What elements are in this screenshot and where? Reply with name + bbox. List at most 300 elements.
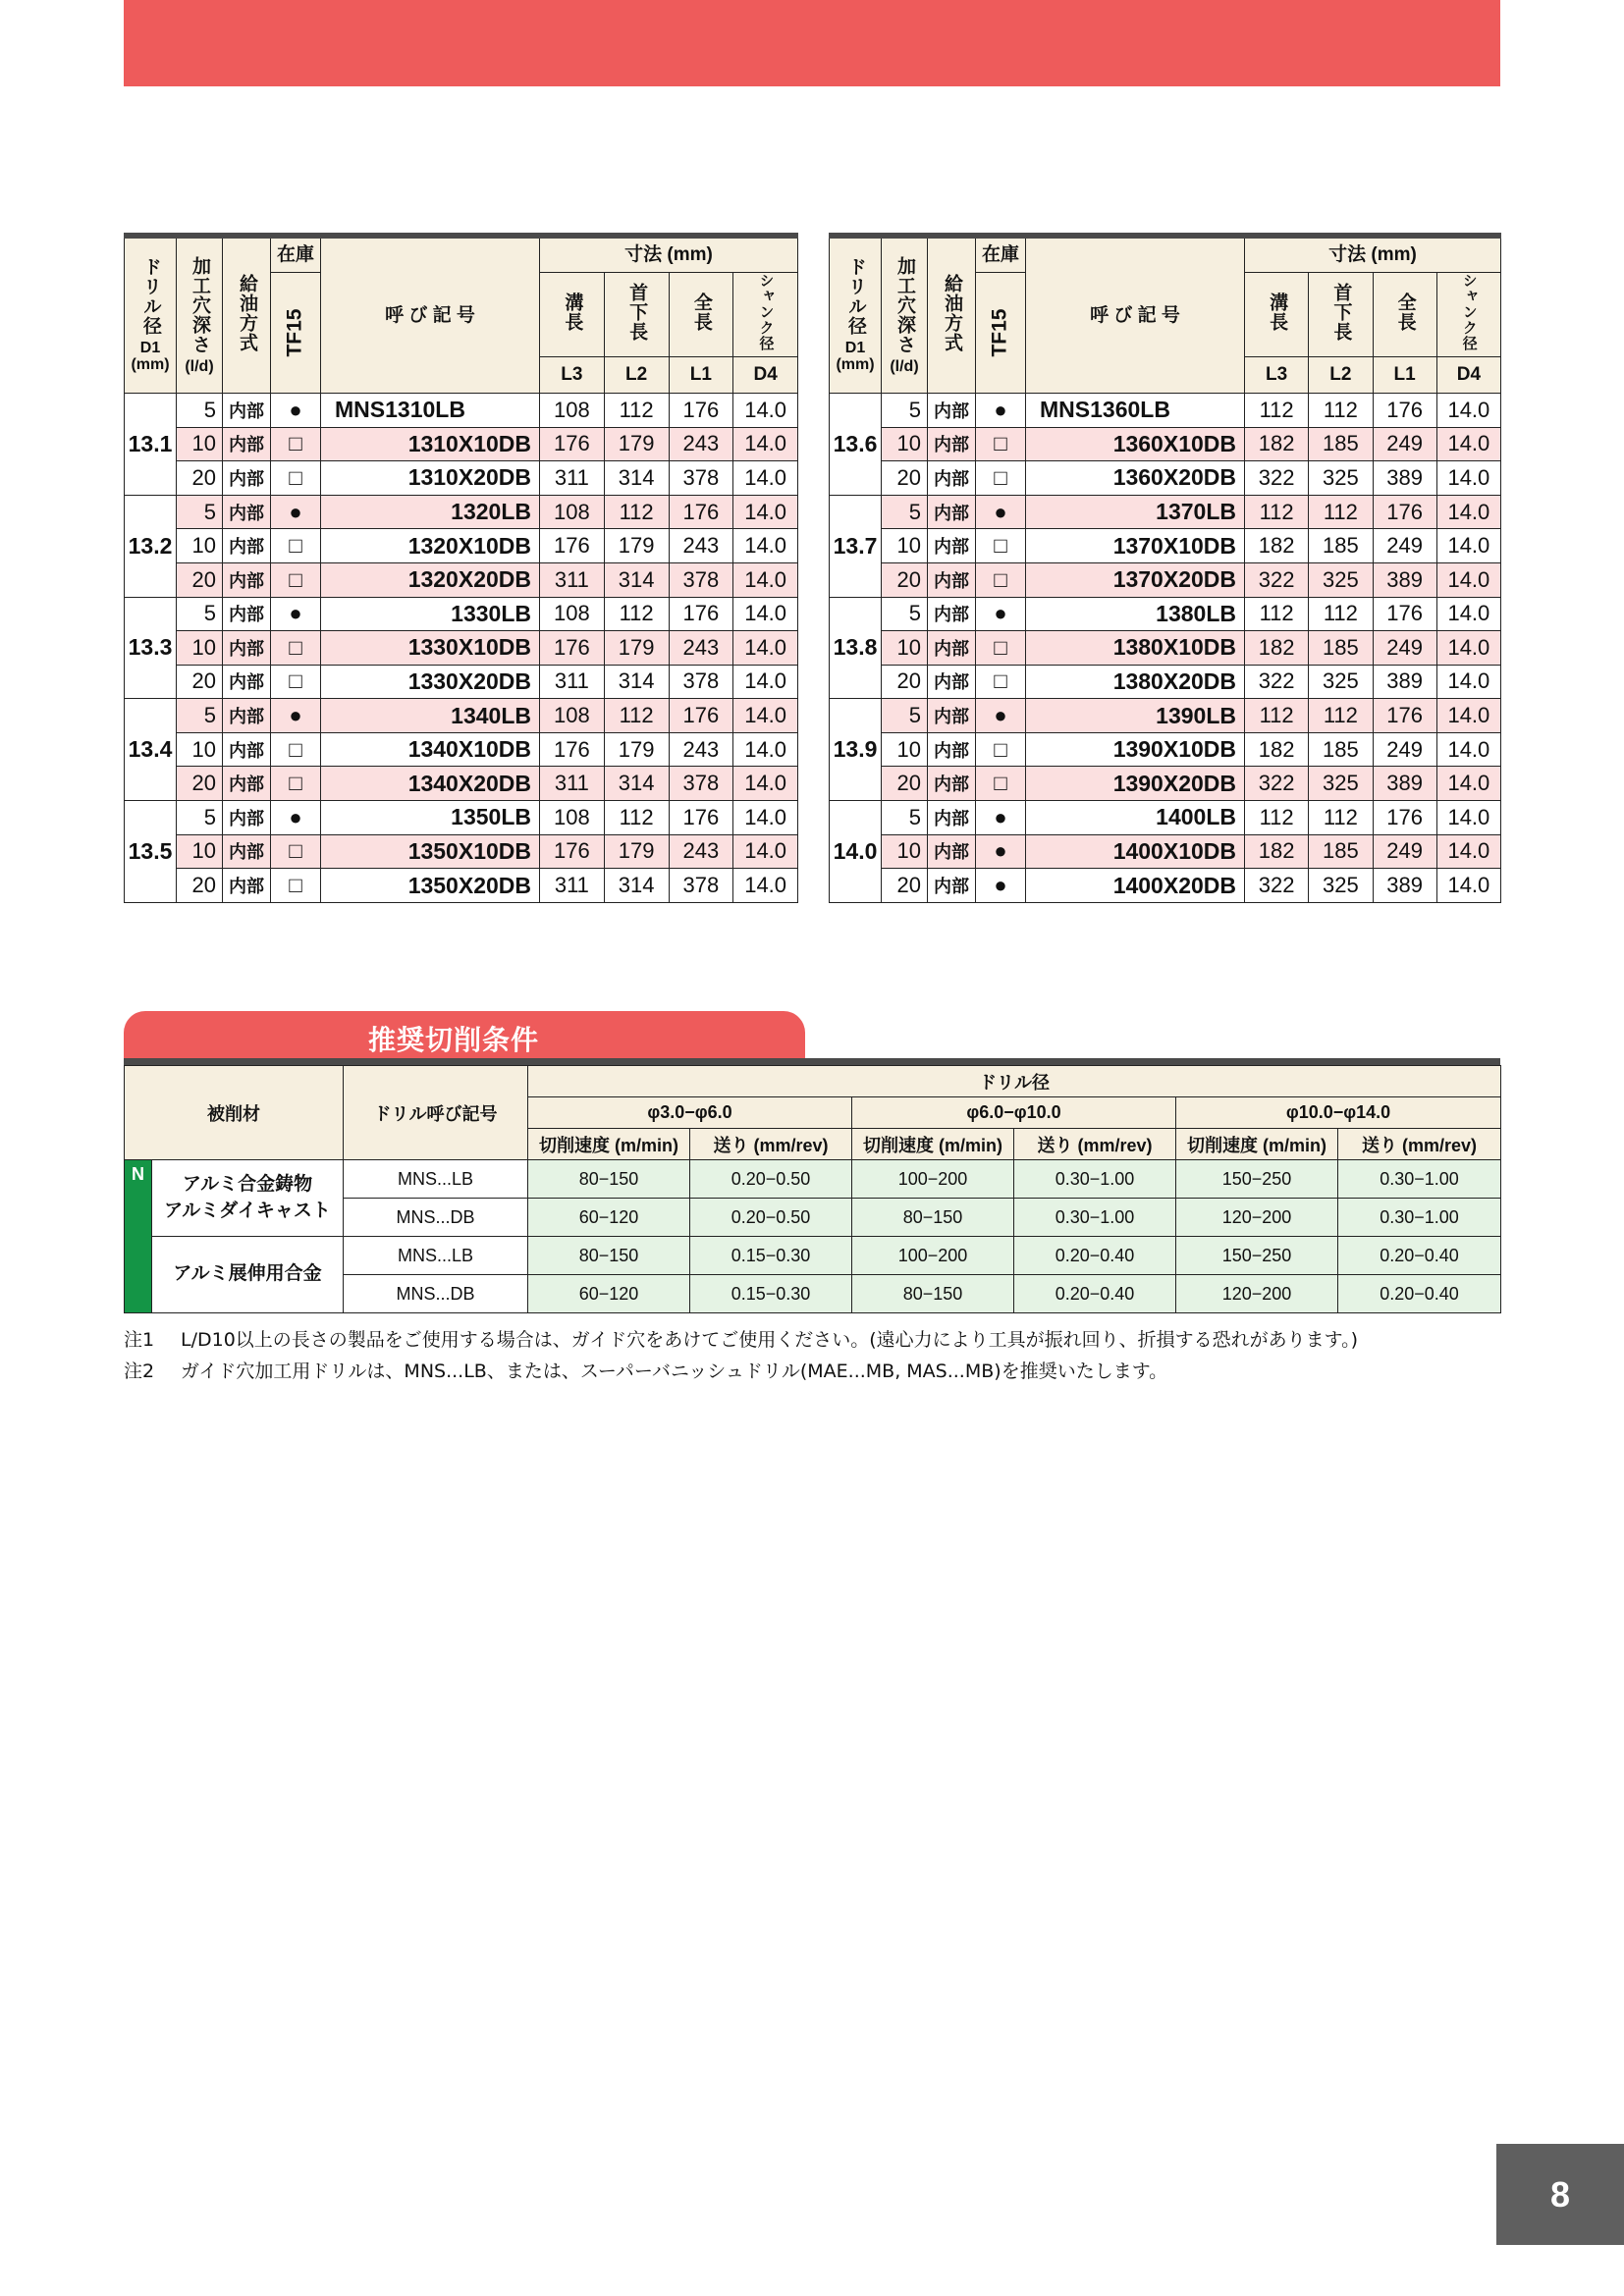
feed-type-cell: 内部 <box>928 495 976 529</box>
l1-cell: 249 <box>1373 732 1436 767</box>
feed-type-cell: 内部 <box>928 869 976 903</box>
product-row <box>125 834 798 869</box>
drill-dia-cell: 13.8 <box>830 597 882 699</box>
stock-cell: ● <box>271 801 321 835</box>
d4-cell: 14.0 <box>733 767 798 801</box>
stock-cell: □ <box>976 562 1026 597</box>
flute-length-header: 溝長 <box>1245 273 1309 357</box>
depth-cell: 20 <box>177 665 223 699</box>
stock-cell: ● <box>976 597 1026 631</box>
feed-type-cell: 内部 <box>928 562 976 597</box>
stock-cell: □ <box>271 665 321 699</box>
depth-cell: 10 <box>882 427 928 461</box>
speed-value-cell: 60−120 <box>528 1275 690 1313</box>
l1-cell: 389 <box>1373 869 1436 903</box>
feed-type-cell: 内部 <box>223 597 271 631</box>
d4-cell: 14.0 <box>1436 597 1500 631</box>
l2-cell: 112 <box>604 495 669 529</box>
product-row <box>125 732 798 767</box>
feed-type-cell: 内部 <box>223 801 271 835</box>
l1-cell: 243 <box>669 427 733 461</box>
l1-cell: 389 <box>1373 767 1436 801</box>
l3-cell: 108 <box>540 801 605 835</box>
l2-cell: 179 <box>604 732 669 767</box>
l1-cell: 243 <box>669 631 733 666</box>
product-row <box>830 801 1501 835</box>
drill-dia-header: ドリル径 <box>528 1066 1501 1097</box>
condition-row <box>125 1160 1501 1199</box>
l2-cell: 185 <box>1309 834 1373 869</box>
overall-length-header: 全長 <box>669 273 733 357</box>
l2-cell: 112 <box>1309 393 1373 427</box>
product-code-cell: 1390LB <box>1026 699 1245 733</box>
d4-cell: 14.0 <box>733 869 798 903</box>
l3-cell: 182 <box>1245 732 1309 767</box>
depth-cell: 20 <box>177 767 223 801</box>
l2-cell: 314 <box>604 767 669 801</box>
speed-header: 切削速度 (m/min) <box>852 1129 1014 1160</box>
drill-dia-cell: 13.1 <box>125 393 177 495</box>
product-code-cell: 1320X20DB <box>321 562 540 597</box>
grade-header: TF15 <box>976 273 1026 394</box>
d4-cell: 14.0 <box>1436 732 1500 767</box>
product-code-cell: 1380X10DB <box>1026 631 1245 666</box>
l2-cell: 112 <box>604 801 669 835</box>
l3-cell: 311 <box>540 767 605 801</box>
product-table-left <box>124 233 798 903</box>
depth-cell: 10 <box>882 834 928 869</box>
d4-header: D4 <box>1436 356 1500 393</box>
feed-header: 送り (mm/rev) <box>1338 1129 1501 1160</box>
top-banner <box>124 0 1500 86</box>
feed-value-cell: 0.20−0.50 <box>690 1199 852 1237</box>
d4-cell: 14.0 <box>1436 427 1500 461</box>
d4-cell: 14.0 <box>733 597 798 631</box>
stock-cell: ● <box>271 699 321 733</box>
feed-type-cell: 内部 <box>223 869 271 903</box>
feed-type-header: 給油方式 <box>928 236 976 393</box>
depth-cell: 10 <box>882 529 928 563</box>
flute-length-header: 溝長 <box>540 273 605 357</box>
product-row <box>830 427 1501 461</box>
product-row <box>125 801 798 835</box>
product-code-cell: 1370LB <box>1026 495 1245 529</box>
range-header: φ6.0−φ10.0 <box>852 1097 1176 1129</box>
speed-value-cell: 150−250 <box>1176 1237 1338 1275</box>
stock-cell: ● <box>271 393 321 427</box>
stock-cell: □ <box>271 834 321 869</box>
conditions-title: 推奨切削条件 <box>368 1024 540 1056</box>
l2-cell: 325 <box>1309 767 1373 801</box>
l1-cell: 249 <box>1373 427 1436 461</box>
product-code-cell: 1370X10DB <box>1026 529 1245 563</box>
stock-cell: ● <box>976 834 1026 869</box>
product-code-cell: 1380X20DB <box>1026 665 1245 699</box>
depth-cell: 20 <box>177 562 223 597</box>
speed-header: 切削速度 (m/min) <box>1176 1129 1338 1160</box>
product-row <box>125 869 798 903</box>
depth-cell: 10 <box>177 732 223 767</box>
d4-cell: 14.0 <box>1436 767 1500 801</box>
dims-header: 寸法 (mm) <box>1245 236 1501 273</box>
feed-type-cell: 内部 <box>223 393 271 427</box>
l3-cell: 108 <box>540 699 605 733</box>
drill-dia-cell: 13.5 <box>125 801 177 903</box>
l3-cell: 182 <box>1245 529 1309 563</box>
conditions-rule <box>124 1058 1500 1065</box>
d4-header: D4 <box>733 356 798 393</box>
product-code-cell: 1400X20DB <box>1026 869 1245 903</box>
stock-cell: □ <box>976 767 1026 801</box>
depth-cell: 5 <box>177 699 223 733</box>
l1-cell: 243 <box>669 732 733 767</box>
product-code-cell: 1350X20DB <box>321 869 540 903</box>
l2-cell: 179 <box>604 529 669 563</box>
d4-cell: 14.0 <box>733 495 798 529</box>
product-row <box>830 834 1501 869</box>
product-code-cell: 1380LB <box>1026 597 1245 631</box>
l2-cell: 185 <box>1309 427 1373 461</box>
l1-cell: 176 <box>1373 495 1436 529</box>
product-row <box>830 529 1501 563</box>
feed-value-cell: 0.30−1.00 <box>1338 1160 1501 1199</box>
material-cell: アルミ展伸用合金 <box>152 1237 344 1313</box>
feed-type-cell: 内部 <box>928 529 976 563</box>
l3-cell: 322 <box>1245 665 1309 699</box>
l3-cell: 182 <box>1245 834 1309 869</box>
l1-header: L1 <box>1373 356 1436 393</box>
d4-cell: 14.0 <box>1436 699 1500 733</box>
speed-value-cell: 80−150 <box>528 1237 690 1275</box>
product-code-cell: 1340X10DB <box>321 732 540 767</box>
product-code-cell: MNS1310LB <box>321 393 540 427</box>
feed-type-header: 給油方式 <box>223 236 271 393</box>
stock-cell: □ <box>976 529 1026 563</box>
product-code-cell: 1340LB <box>321 699 540 733</box>
depth-cell: 20 <box>882 562 928 597</box>
l3-cell: 112 <box>1245 597 1309 631</box>
product-row <box>830 767 1501 801</box>
l3-cell: 112 <box>1245 801 1309 835</box>
l1-cell: 378 <box>669 869 733 903</box>
l2-header: L2 <box>1309 356 1373 393</box>
l1-cell: 389 <box>1373 562 1436 597</box>
drill-code-header: ドリル呼び記号 <box>344 1066 528 1160</box>
feed-value-cell: 0.20−0.50 <box>690 1160 852 1199</box>
depth-cell: 5 <box>177 393 223 427</box>
feed-value-cell: 0.20−0.40 <box>1014 1275 1176 1313</box>
speed-value-cell: 150−250 <box>1176 1160 1338 1199</box>
drill-dia-header: ドリル径 D1 (mm) <box>830 236 882 393</box>
d4-cell: 14.0 <box>733 834 798 869</box>
feed-type-cell: 内部 <box>928 631 976 666</box>
product-row <box>125 427 798 461</box>
l2-cell: 314 <box>604 461 669 496</box>
feed-type-cell: 内部 <box>928 699 976 733</box>
product-row <box>830 732 1501 767</box>
l2-cell: 112 <box>604 597 669 631</box>
l2-cell: 112 <box>604 393 669 427</box>
depth-cell: 5 <box>882 699 928 733</box>
product-code-cell: 1310X20DB <box>321 461 540 496</box>
product-row <box>125 699 798 733</box>
l3-cell: 182 <box>1245 631 1309 666</box>
l2-cell: 325 <box>1309 562 1373 597</box>
feed-type-cell: 内部 <box>928 834 976 869</box>
l1-cell: 249 <box>1373 631 1436 666</box>
feed-type-cell: 内部 <box>928 801 976 835</box>
d4-cell: 14.0 <box>733 665 798 699</box>
feed-type-cell: 内部 <box>223 427 271 461</box>
depth-cell: 5 <box>882 393 928 427</box>
l2-cell: 185 <box>1309 631 1373 666</box>
speed-value-cell: 60−120 <box>528 1199 690 1237</box>
l1-cell: 176 <box>1373 699 1436 733</box>
d4-cell: 14.0 <box>733 631 798 666</box>
product-row <box>125 461 798 496</box>
l3-cell: 112 <box>1245 495 1309 529</box>
d4-cell: 14.0 <box>733 801 798 835</box>
feed-value-cell: 0.30−1.00 <box>1014 1160 1176 1199</box>
range-header: φ10.0−φ14.0 <box>1176 1097 1501 1129</box>
l2-cell: 325 <box>1309 665 1373 699</box>
feed-type-cell: 内部 <box>223 631 271 666</box>
depth-cell: 5 <box>177 495 223 529</box>
neck-length-header: 首下長 <box>1309 273 1373 357</box>
product-code-cell: 1320LB <box>321 495 540 529</box>
stock-cell: □ <box>271 461 321 496</box>
stock-header: 在庫 <box>271 236 321 273</box>
stock-cell: ● <box>271 495 321 529</box>
d4-cell: 14.0 <box>1436 801 1500 835</box>
stock-cell: ● <box>976 869 1026 903</box>
feed-type-cell: 内部 <box>223 834 271 869</box>
product-row <box>830 597 1501 631</box>
stock-cell: □ <box>271 732 321 767</box>
d4-cell: 14.0 <box>1436 869 1500 903</box>
speed-value-cell: 100−200 <box>852 1160 1014 1199</box>
l1-cell: 176 <box>1373 393 1436 427</box>
feed-type-cell: 内部 <box>223 665 271 699</box>
material-cell: アルミ合金鋳物 アルミダイキャスト <box>152 1160 344 1237</box>
l3-header: L3 <box>540 356 605 393</box>
stock-cell: □ <box>976 665 1026 699</box>
depth-header: 加工穴深さ (l/d) <box>177 236 223 393</box>
l2-header: L2 <box>604 356 669 393</box>
d4-cell: 14.0 <box>733 529 798 563</box>
product-code-cell: 1360X20DB <box>1026 461 1245 496</box>
product-row <box>830 869 1501 903</box>
depth-cell: 20 <box>882 461 928 496</box>
condition-row <box>125 1237 1501 1275</box>
feed-type-cell: 内部 <box>928 732 976 767</box>
l1-cell: 243 <box>669 529 733 563</box>
stock-cell: □ <box>976 732 1026 767</box>
feed-type-cell: 内部 <box>223 562 271 597</box>
l1-header: L1 <box>669 356 733 393</box>
product-table-right <box>829 233 1501 903</box>
d4-cell: 14.0 <box>1436 393 1500 427</box>
l3-cell: 322 <box>1245 562 1309 597</box>
drill-code-cell: MNS...DB <box>344 1199 528 1237</box>
product-row <box>830 393 1501 427</box>
d4-cell: 14.0 <box>733 427 798 461</box>
product-code-cell: 1390X20DB <box>1026 767 1245 801</box>
depth-cell: 20 <box>177 869 223 903</box>
l3-cell: 311 <box>540 869 605 903</box>
drill-dia-cell: 13.9 <box>830 699 882 801</box>
l3-cell: 311 <box>540 562 605 597</box>
l1-cell: 378 <box>669 665 733 699</box>
stock-cell: □ <box>271 869 321 903</box>
product-code-cell: 1350LB <box>321 801 540 835</box>
depth-cell: 5 <box>177 801 223 835</box>
depth-cell: 10 <box>882 631 928 666</box>
l1-cell: 389 <box>1373 665 1436 699</box>
l3-cell: 108 <box>540 393 605 427</box>
product-code-cell: 1390X10DB <box>1026 732 1245 767</box>
depth-cell: 20 <box>177 461 223 496</box>
stock-cell: ● <box>271 597 321 631</box>
l2-cell: 325 <box>1309 869 1373 903</box>
product-row <box>125 529 798 563</box>
feed-type-cell: 内部 <box>223 699 271 733</box>
speed-header: 切削速度 (m/min) <box>528 1129 690 1160</box>
stock-cell: □ <box>976 631 1026 666</box>
product-row <box>830 461 1501 496</box>
stock-cell: □ <box>976 427 1026 461</box>
feed-type-cell: 内部 <box>928 767 976 801</box>
drill-dia-cell: 13.6 <box>830 393 882 495</box>
depth-cell: 10 <box>177 529 223 563</box>
grade-header: TF15 <box>271 273 321 394</box>
depth-cell: 20 <box>882 665 928 699</box>
stock-header: 在庫 <box>976 236 1026 273</box>
material-group-n: N <box>125 1160 152 1313</box>
l2-cell: 314 <box>604 869 669 903</box>
neck-length-header: 首下長 <box>604 273 669 357</box>
product-code-cell: MNS1360LB <box>1026 393 1245 427</box>
l2-cell: 185 <box>1309 732 1373 767</box>
d4-cell: 14.0 <box>1436 529 1500 563</box>
l3-cell: 176 <box>540 631 605 666</box>
product-code-cell: 1340X20DB <box>321 767 540 801</box>
feed-header: 送り (mm/rev) <box>1014 1129 1176 1160</box>
stock-cell: □ <box>271 562 321 597</box>
product-row <box>125 767 798 801</box>
range-header: φ3.0−φ6.0 <box>528 1097 852 1129</box>
l1-cell: 243 <box>669 834 733 869</box>
l3-cell: 176 <box>540 834 605 869</box>
feed-value-cell: 0.30−1.00 <box>1338 1199 1501 1237</box>
l3-cell: 322 <box>1245 767 1309 801</box>
l3-cell: 311 <box>540 461 605 496</box>
product-row <box>830 699 1501 733</box>
code-header: 呼 び 記 号 <box>321 236 540 393</box>
speed-value-cell: 120−200 <box>1176 1275 1338 1313</box>
stock-cell: □ <box>271 767 321 801</box>
product-code-cell: 1330X10DB <box>321 631 540 666</box>
product-row <box>830 495 1501 529</box>
product-code-cell: 1350X10DB <box>321 834 540 869</box>
l1-cell: 176 <box>669 393 733 427</box>
l2-cell: 325 <box>1309 461 1373 496</box>
l2-cell: 112 <box>1309 801 1373 835</box>
drill-dia-cell: 14.0 <box>830 801 882 903</box>
l3-cell: 176 <box>540 732 605 767</box>
d4-cell: 14.0 <box>733 699 798 733</box>
cutting-conditions-table <box>124 1065 1501 1313</box>
page-number: 8 <box>1496 2144 1624 2245</box>
d4-cell: 14.0 <box>1436 631 1500 666</box>
speed-value-cell: 120−200 <box>1176 1199 1338 1237</box>
depth-cell: 10 <box>177 834 223 869</box>
speed-value-cell: 80−150 <box>528 1160 690 1199</box>
l2-cell: 314 <box>604 665 669 699</box>
d4-cell: 14.0 <box>1436 495 1500 529</box>
product-code-cell: 1330LB <box>321 597 540 631</box>
speed-value-cell: 100−200 <box>852 1237 1014 1275</box>
l2-cell: 112 <box>1309 597 1373 631</box>
drill-code-cell: MNS...DB <box>344 1275 528 1313</box>
l3-cell: 108 <box>540 495 605 529</box>
overall-length-header: 全長 <box>1373 273 1436 357</box>
feed-value-cell: 0.20−0.40 <box>1338 1237 1501 1275</box>
l2-cell: 112 <box>604 699 669 733</box>
feed-type-cell: 内部 <box>928 665 976 699</box>
d4-cell: 14.0 <box>1436 834 1500 869</box>
feed-type-cell: 内部 <box>928 597 976 631</box>
product-row <box>125 597 798 631</box>
l1-cell: 176 <box>1373 597 1436 631</box>
l1-cell: 176 <box>669 597 733 631</box>
product-code-cell: 1310X10DB <box>321 427 540 461</box>
drill-code-cell: MNS...LB <box>344 1160 528 1199</box>
dims-header: 寸法 (mm) <box>540 236 798 273</box>
feed-value-cell: 0.15−0.30 <box>690 1275 852 1313</box>
d4-cell: 14.0 <box>1436 461 1500 496</box>
product-code-cell: 1370X20DB <box>1026 562 1245 597</box>
d4-cell: 14.0 <box>1436 665 1500 699</box>
speed-value-cell: 80−150 <box>852 1275 1014 1313</box>
product-row <box>125 665 798 699</box>
l3-header: L3 <box>1245 356 1309 393</box>
depth-cell: 10 <box>177 427 223 461</box>
l3-cell: 112 <box>1245 393 1309 427</box>
depth-cell: 5 <box>882 597 928 631</box>
depth-cell: 5 <box>882 801 928 835</box>
stock-cell: ● <box>976 801 1026 835</box>
stock-cell: □ <box>976 461 1026 496</box>
l2-cell: 314 <box>604 562 669 597</box>
d4-cell: 14.0 <box>733 393 798 427</box>
product-code-cell: 1330X20DB <box>321 665 540 699</box>
l1-cell: 176 <box>669 801 733 835</box>
l1-cell: 389 <box>1373 461 1436 496</box>
code-header: 呼 び 記 号 <box>1026 236 1245 393</box>
depth-cell: 5 <box>882 495 928 529</box>
feed-type-cell: 内部 <box>928 427 976 461</box>
feed-type-cell: 内部 <box>223 732 271 767</box>
l1-cell: 378 <box>669 461 733 496</box>
feed-type-cell: 内部 <box>223 461 271 496</box>
product-code-cell: 1320X10DB <box>321 529 540 563</box>
l3-cell: 176 <box>540 427 605 461</box>
product-row <box>830 665 1501 699</box>
l1-cell: 176 <box>669 495 733 529</box>
d4-cell: 14.0 <box>1436 562 1500 597</box>
l3-cell: 322 <box>1245 869 1309 903</box>
